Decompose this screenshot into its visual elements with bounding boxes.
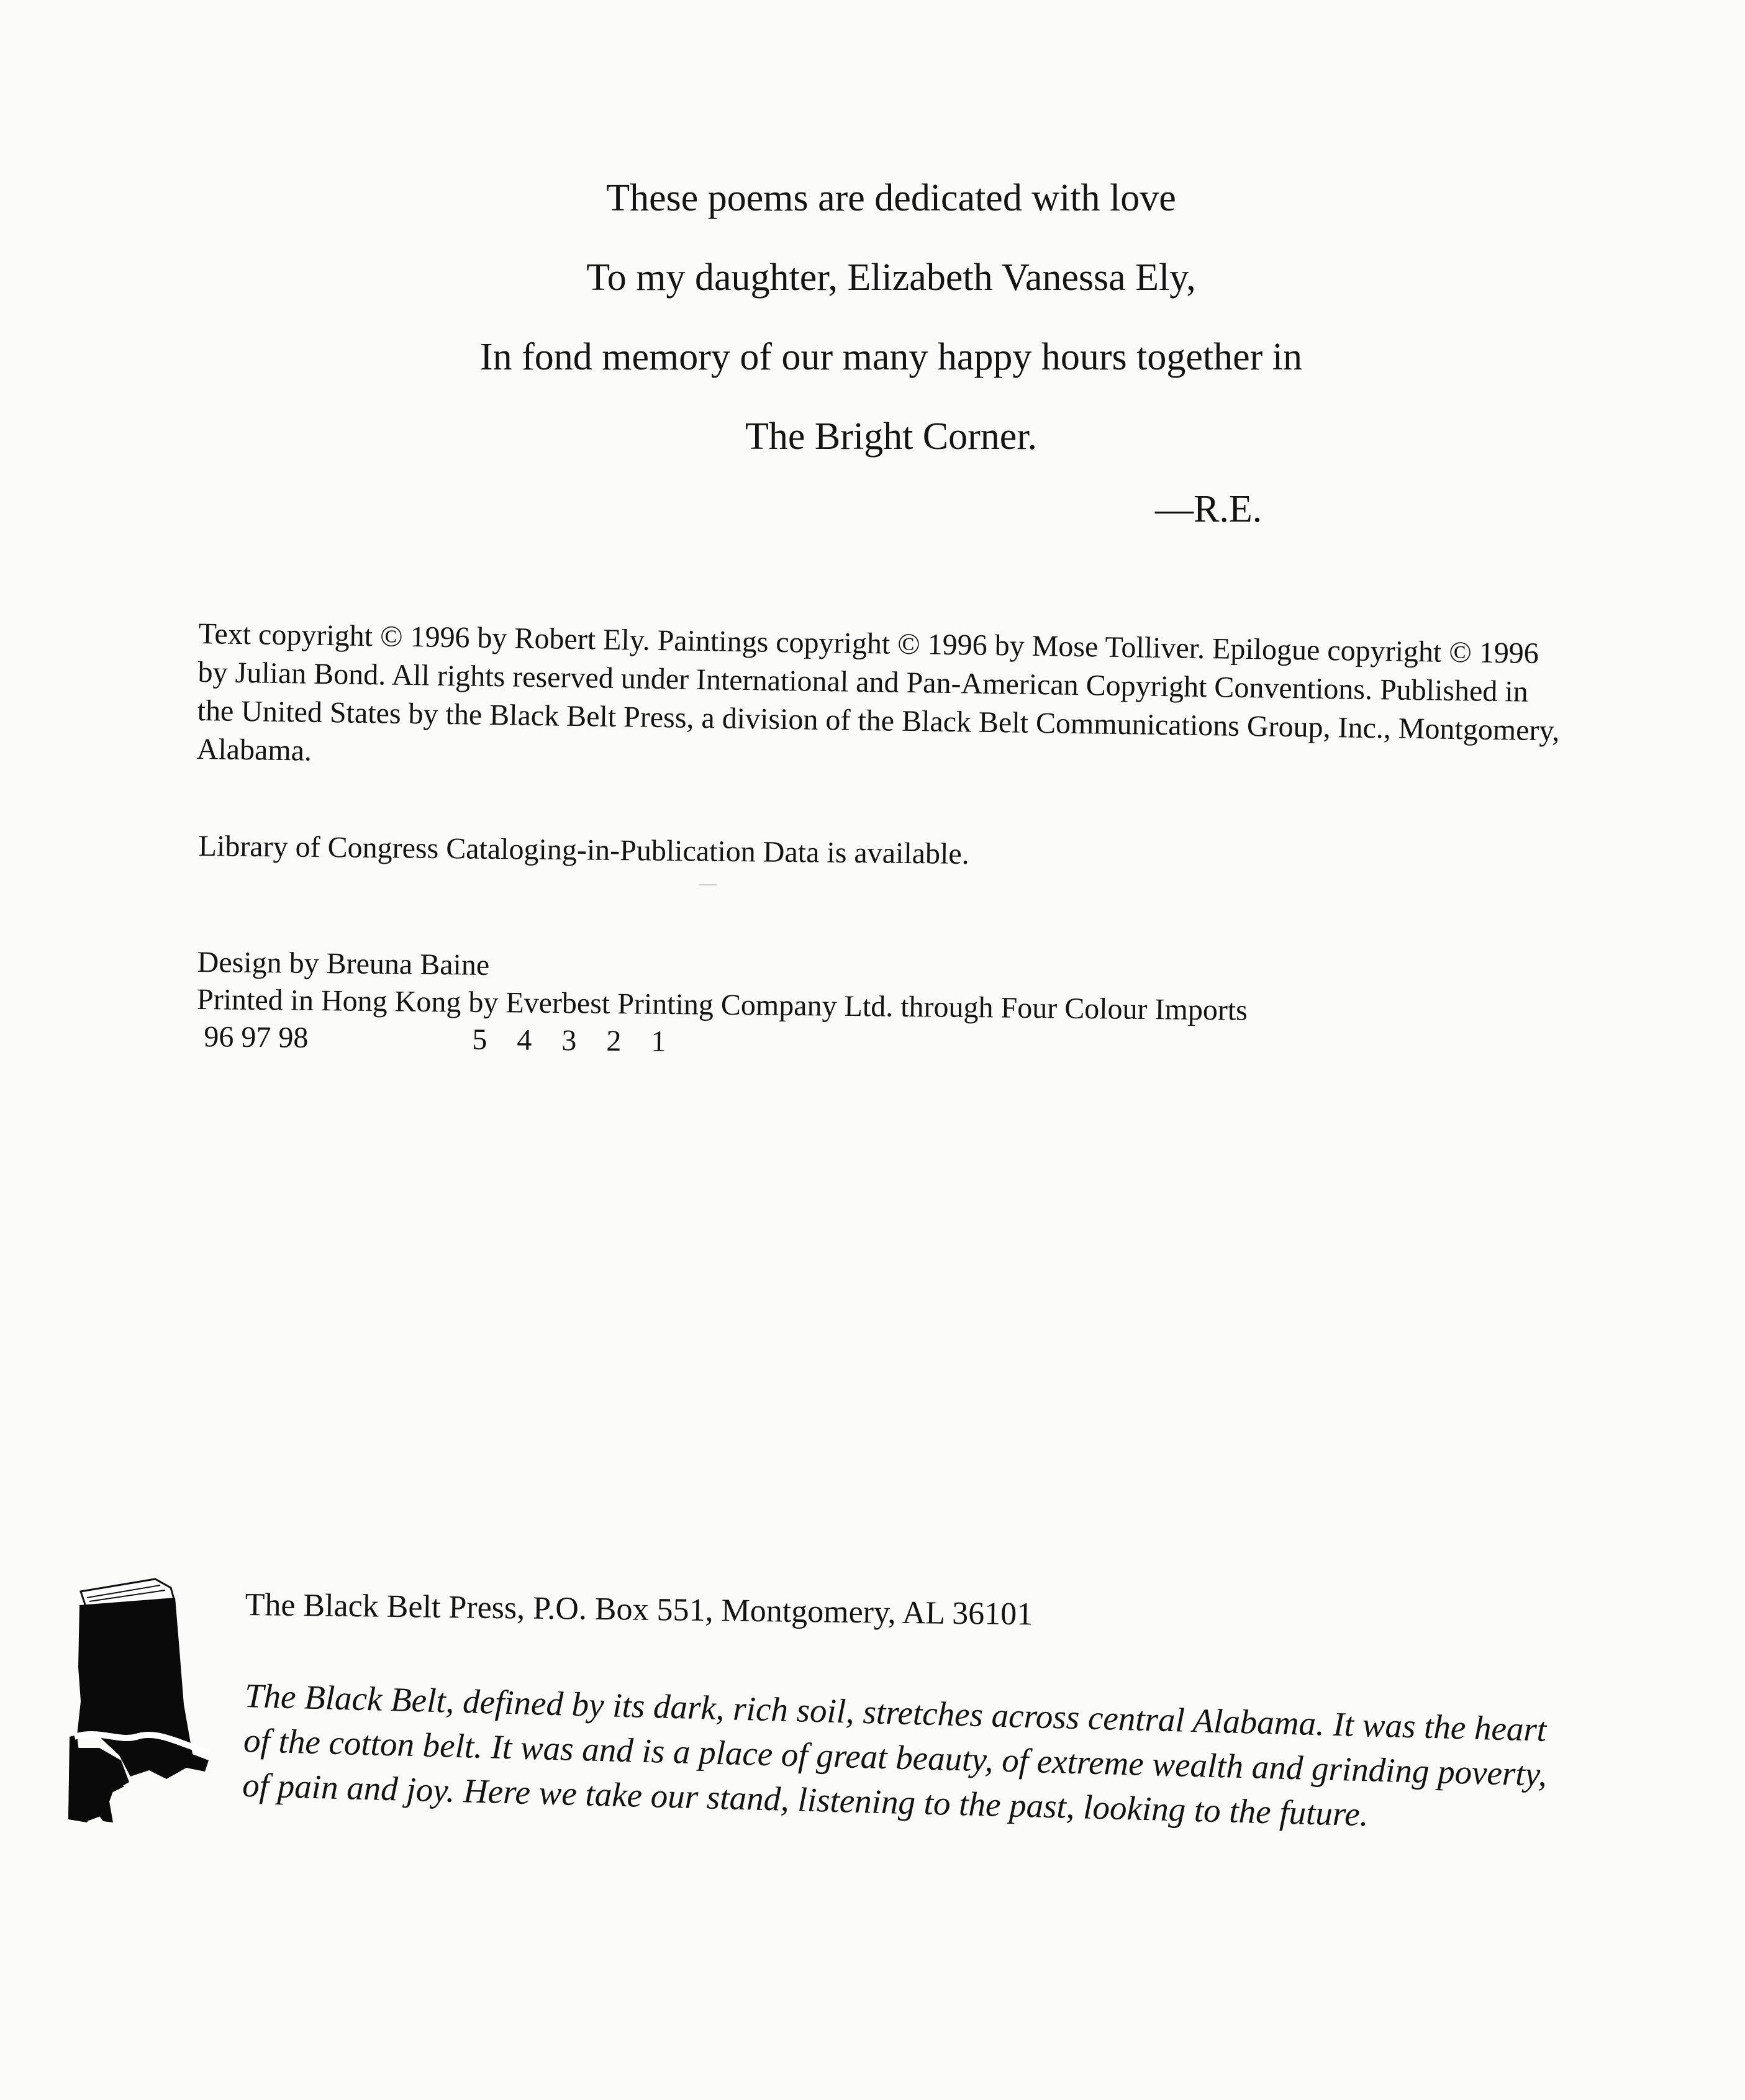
dedication-signature: —R.E.	[1155, 488, 1262, 530]
black-belt-press-logo-icon	[62, 1574, 224, 1835]
dedication-line: In fond memory of our many happy hours together in	[479, 336, 1303, 378]
dedication-line: The Bright Corner.	[745, 415, 1038, 458]
alabama-lower	[68, 1748, 129, 1821]
publisher-mission-statement: The Black Belt, defined by its dark, rich soil, stretches across central Alabama. It was the heart of the cotton belt. It was and is a place of great beauty, of extreme wealth and grinding poverty, of pain and joy. Here we take our stand, listening to the past, looking to the future.	[242, 1676, 1548, 1834]
dedication	[0, 158, 1745, 476]
print-numbers: 5 4 3 2 1	[472, 1023, 678, 1059]
credits-block	[196, 944, 1248, 1067]
library-of-congress-note: Library of Congress Cataloging-in-Publication Data is available.	[198, 830, 969, 871]
alabama-book-logo-icon	[62, 1574, 224, 1835]
publisher-address: The Black Belt Press, P.O. Box 551, Montgomery, AL 36101	[245, 1587, 1033, 1632]
faint-mark	[699, 884, 717, 885]
copyright-notice: Text copyright © 1996 by Robert Ely. Paintings copyright © 1996 by Mose Tolliver. Epilogue copyright © 1996 by Julian Bond. All rights reserved under International and Pan-American Copyright Conventions. Published in the United States by the Black Belt Press, a division of the Black Belt Communications Group, Inc., Montgomery, Alabama.	[196, 617, 1560, 767]
dedication-line: To my daughter, Elizabeth Vanessa Ely,	[586, 256, 1196, 299]
dedication-line: These poems are dedicated with love	[606, 177, 1176, 219]
printer-credit: Printed in Hong Kong by Everbest Printing Company Ltd. through Four Colour Imports	[196, 982, 1248, 1027]
design-credit: Design by Breuna Baine	[197, 945, 490, 982]
print-years: 96 97 98	[204, 1020, 309, 1054]
